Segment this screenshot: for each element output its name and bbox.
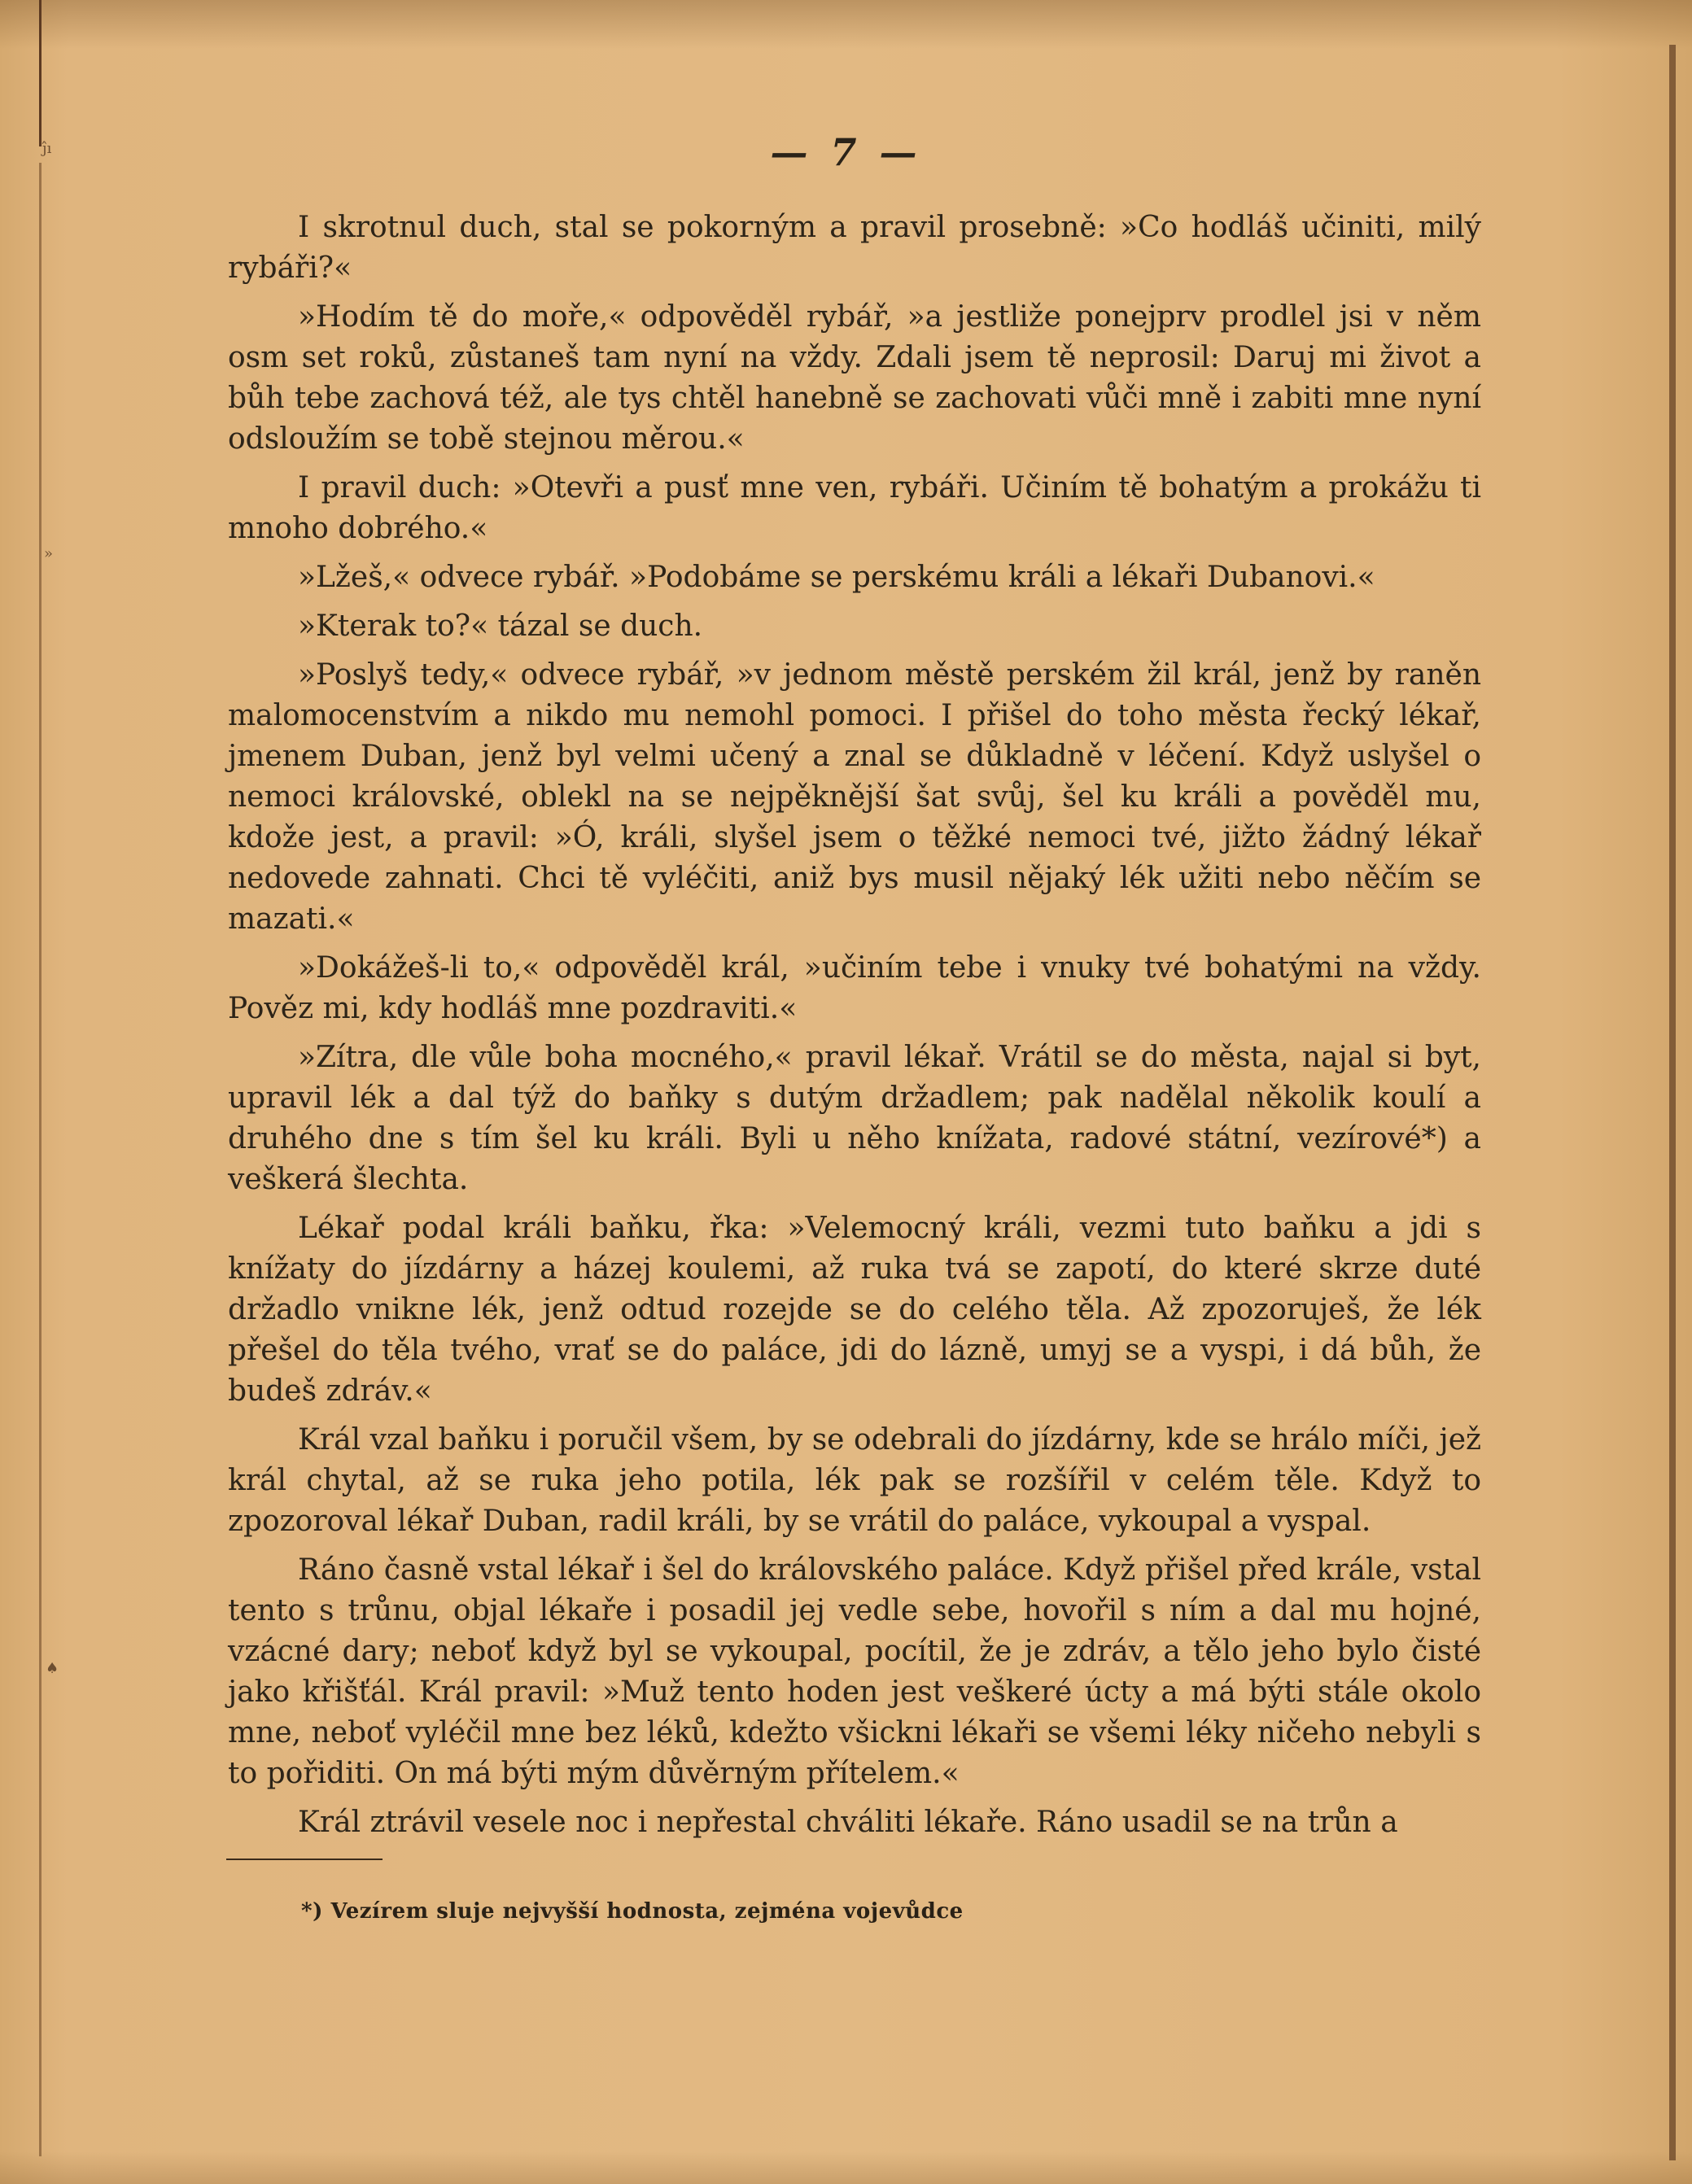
margin-mark-lower: ♠: [46, 1660, 59, 1677]
paragraph-6: »Poslyš tedy,« odvece rybář, »v jednom městě perském žil král, jenž by raněn malomocenstvím a nikdo mu nemohl pomoci. I přišel do toho města řecký lékař, jmenem Duban, jenž byl velmi učený a znal se důkladně v léčení. Když uslyšel o nemoci královské, oblekl na se nejpěknější šat svůj, šel ku králi a pověděl mu, kdože jest, a pravil: »Ó, králi, slyšel jsem o těžké nemoci tvé, jižto žádný lékař nedovede zahnati. Chci tě vyléčiti, aniž bys musil nějaký lék užiti nebo něčím se mazati.«: [228, 658, 1481, 936]
binding-edge-line: [39, 0, 42, 146]
paragraph-9: Lékař podal králi baňku, řka: »Velemocný králi, vezmi tuto baňku a jdi s knížaty do jízdárny a házej koulemi, až ruka tvá se zapotí, do které skrze duté držadlo vnikne lék, jenž odtud rozejde se do celého těla. Až zpozoruješ, že lék přešel do těla tvého, vrať se do paláce, jdi do lázně, umyj se a vyspi, i dá bůh, že budeš zdráv.«: [228, 1212, 1481, 1408]
page-right-edge: [1669, 45, 1676, 2160]
paragraph-8: »Zítra, dle vůle boha mocného,« pravil lékař. Vrátil se do města, najal si byt, upravil lék a dal týž do baňky s dutým držadlem; pak nadělal několik koulí a druhého dne s tím šel ku králi. Byli u něho knížata, radové státní, vezírové*) a veškerá šlechta.: [228, 1041, 1481, 1196]
paragraph-2: »Hodím tě do moře,« odpověděl rybář, »a jestliže ponejprv prodlel jsi v něm osm set roků, zůstaneš tam nyní na vždy. Zdali jsem tě neprosil: Daruj mi život a bůh tebe zachová též, ale tys chtěl hanebně se zachovati vůči mně i zabiti mne nyní odsloužím se tobě stejnou měrou.«: [228, 300, 1481, 456]
footnote-divider: [226, 1859, 383, 1860]
page-number: — 7 —: [770, 130, 922, 174]
binding-margin-line: [39, 163, 42, 2156]
margin-mark-top: ĵı: [42, 140, 52, 157]
paragraph-1: I skrotnul duch, stal se pokorným a pravil prosebně: »Co hodláš učiniti, milý rybáři?«: [228, 211, 1481, 285]
paragraph-4: »Lžeš,« odvece rybář. »Podobáme se perskému králi a lékaři Dubanovi.«: [298, 561, 1375, 594]
paragraph-12: Král ztrávil vesele noc i nepřestal chváliti lékaře. Ráno usadil se na trůn a: [298, 1806, 1398, 1839]
paragraph-5: »Kterak to?« tázal se duch.: [298, 609, 703, 643]
paragraph-11: Ráno časně vstal lékař i šel do královského paláce. Když přišel před krále, vstal tento s trůnu, objal lékaře i posadil jej vedle sebe, hovořil s ním a dal mu hojné, vzácné dary; neboť když byl se vykoupal, pocítil, že je zdráv, a tělo jeho bylo čisté jako křišťál. Král pravil: »Muž tento hoden jest veškeré úcty a má býti stále okolo mne, neboť vyléčil mne bez léků, kdežto všickni lékaři se všemi léky ničeho nebyli s to pořiditi. On má býti mým důvěrným přítelem.«: [228, 1553, 1481, 1790]
page-top-shading: [0, 0, 1692, 49]
paragraph-7: »Dokážeš-li to,« odpověděl král, »učiním tebe i vnuky tvé bohatými na vždy. Pověz mi, kdy hodláš mne pozdraviti.«: [228, 951, 1481, 1025]
footnote: *) Vezírem sluje nejvyšší hodnosta, zejména vojevůdce: [301, 1899, 964, 1924]
paragraph-3: I pravil duch: »Otevři a pusť mne ven, rybáři. Učiním tě bohatým a prokážu ti mnoho dobrého.«: [228, 471, 1481, 545]
paragraph-10: Král vzal baňku i poručil všem, by se odebrali do jízdárny, kde se hrálo míči, jež král chytal, až se ruka jeho potila, lék pak se rozšířil v celém těle. Když to zpozoroval lékař Duban, radil králi, by se vrátil do paláce, vykoupal a vyspal.: [228, 1423, 1481, 1538]
margin-mark-middle: »: [44, 545, 54, 562]
book-text: [228, 207, 1481, 1851]
page-bottom-shading: [0, 2151, 1692, 2184]
